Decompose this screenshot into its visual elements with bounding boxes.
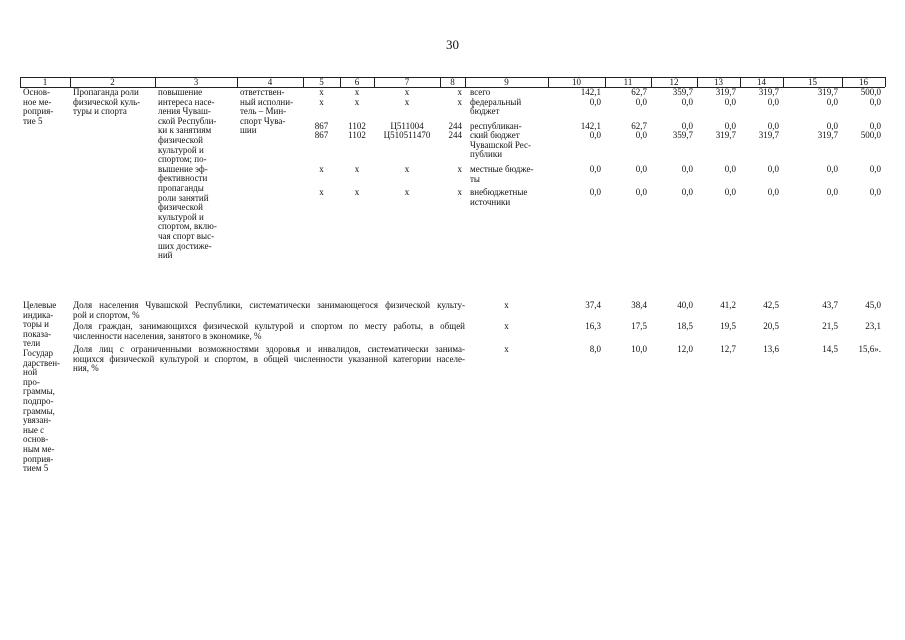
funding-gov-code: x: [319, 96, 324, 107]
funding-target-article: x: [404, 96, 410, 107]
funding-value: 0,0: [681, 187, 693, 197]
event-description-line: повышение: [158, 87, 203, 97]
funding-expense-type: x: [457, 87, 462, 97]
funding-value: 0,0: [869, 120, 881, 131]
event-description-line: фективности: [158, 173, 208, 184]
funding-value: 0,0: [724, 164, 736, 174]
event-name-line: ное ме-: [23, 96, 52, 107]
funding-value: 500,0: [860, 130, 881, 141]
indicator-value: 10,0: [631, 344, 647, 354]
funding-value: 0,0: [589, 164, 601, 174]
funding-source-line: ский бюджет: [470, 130, 520, 141]
funding-source-line: публики: [470, 149, 503, 160]
indicator-text-line: ющихся физической культурой и спортом, в общей численности указанной категории населе-: [73, 353, 465, 364]
event-title-line: Пропаганда роли: [73, 87, 139, 97]
targets-label-line: Государ: [23, 348, 54, 358]
targets-label-line: увязан-: [23, 415, 52, 426]
funding-gov-code: 867: [314, 130, 329, 141]
funding-value: 500,0: [860, 87, 881, 97]
targets-label-line: тели: [23, 338, 41, 349]
funding-value: 0,0: [635, 187, 647, 197]
funding-target-article: Ц511004: [390, 120, 424, 131]
funding-source-line: всего: [470, 87, 491, 97]
event-name-line: Основ-: [23, 87, 51, 97]
event-name-line: тие 5: [23, 115, 43, 126]
indicator-text-line: Доля лиц с ограниченными возможностями здоровья и инвалидов, систематически занима-: [73, 344, 465, 354]
indicator-value: 45,0: [865, 300, 881, 310]
funding-value: 0,0: [724, 120, 736, 131]
funding-value: 319,7: [817, 87, 838, 97]
funding-target-article: x: [404, 87, 410, 97]
funding-value: 0,0: [724, 96, 736, 107]
funding-value: 0,0: [589, 187, 601, 197]
targets-label-line: ным ме-: [23, 444, 55, 454]
column-header-2: 2: [110, 76, 115, 87]
funding-value: 62,7: [631, 87, 647, 97]
indicator-value: 21,5: [822, 321, 838, 331]
funding-section-code: 1102: [348, 120, 366, 131]
indicator-value: 12,7: [720, 344, 736, 354]
funding-source-line: федеральный: [470, 96, 522, 107]
indicator-value: 42,5: [763, 300, 779, 310]
event-description-line: ших достиже-: [158, 240, 212, 251]
event-description-line: ской Республи-: [158, 115, 217, 126]
header-column-divider: [885, 77, 886, 87]
funding-section-code: x: [354, 164, 360, 174]
column-header-8: 8: [450, 76, 455, 87]
event-executor-line: ный исполни-: [240, 96, 294, 107]
funding-value: 319,7: [758, 87, 779, 97]
funding-value: 319,7: [715, 130, 736, 141]
event-executor-line: тель – Мин-: [240, 106, 287, 117]
funding-value: 0,0: [635, 164, 647, 174]
indicator-value: 38,4: [631, 300, 647, 310]
indicator-value: 40,0: [677, 300, 693, 310]
column-header-4: 4: [267, 76, 273, 87]
funding-expense-type: x: [457, 164, 462, 174]
funding-value: 142,1: [580, 120, 601, 131]
funding-value: 0,0: [589, 130, 601, 141]
funding-gov-code: x: [319, 187, 324, 197]
indicator-text-line: рой и спортом, %: [73, 309, 140, 320]
column-header-10: 10: [572, 76, 581, 87]
funding-source-line: источники: [470, 196, 511, 207]
event-description-line: роли занятий: [158, 192, 209, 203]
funding-value: 0,0: [767, 187, 779, 197]
column-header-3: 3: [193, 76, 199, 87]
targets-label-line: основ-: [23, 434, 49, 445]
funding-value: 0,0: [869, 187, 881, 197]
page-number: 30: [446, 37, 459, 52]
event-executor-line: ответствен-: [240, 87, 285, 97]
event-description-line: физической: [158, 202, 203, 213]
funding-value: 0,0: [767, 96, 779, 107]
targets-label-line: про-: [23, 376, 40, 387]
funding-source-line: местные бюдже-: [470, 164, 534, 174]
funding-gov-code: 867: [314, 120, 329, 131]
event-description-line: интереса насе-: [158, 96, 215, 107]
column-header-9: 9: [504, 76, 509, 87]
funding-value: 319,7: [817, 130, 838, 141]
funding-source-line: республикан-: [470, 120, 522, 131]
event-description-line: вышение эф-: [158, 163, 208, 174]
targets-label-line: граммы,: [23, 405, 55, 416]
column-header-1: 1: [42, 76, 48, 87]
funding-source-line: внебюджетные: [470, 187, 528, 197]
targets-label-line: Целевые: [23, 300, 57, 310]
funding-section-code: x: [354, 96, 360, 107]
indicator-value: 20,5: [763, 321, 779, 331]
event-description-line: спортом, вклю-: [158, 221, 217, 232]
funding-source-line: Чувашской Рес-: [470, 139, 531, 150]
funding-value: 0,0: [681, 120, 693, 131]
funding-source-line: ты: [470, 173, 480, 184]
targets-label-line: подпро-: [23, 396, 54, 406]
column-header-13: 13: [714, 76, 723, 87]
indicator-value: 43,7: [822, 300, 838, 310]
event-name-line: роприя-: [23, 106, 54, 117]
indicator-unit-mark: x: [504, 300, 509, 310]
event-title-line: физической куль-: [73, 96, 141, 107]
funding-value: 0,0: [826, 120, 838, 131]
funding-value: 0,0: [826, 164, 838, 174]
event-executor-line: спорт Чува-: [240, 115, 286, 126]
indicator-value: 37,4: [585, 300, 601, 310]
event-description-line: спортом; по-: [158, 154, 207, 165]
event-description-line: ки к занятиям: [158, 125, 212, 136]
event-description-line: культурой и: [158, 144, 204, 155]
targets-label-line: ные с: [23, 424, 45, 435]
column-header-16: 16: [859, 76, 868, 87]
indicator-value: 17,5: [631, 321, 647, 331]
funding-gov-code: x: [319, 87, 324, 97]
funding-target-article: Ц510511470: [383, 130, 431, 141]
column-header-7: 7: [404, 76, 410, 87]
column-header-5: 5: [319, 76, 324, 87]
targets-label-line: тием 5: [23, 463, 49, 474]
column-header-12: 12: [669, 76, 679, 87]
targets-label-line: ной: [23, 367, 38, 378]
column-header-14: 14: [757, 76, 766, 87]
funding-target-article: x: [404, 164, 410, 174]
targets-label-line: индика-: [23, 309, 54, 320]
funding-value: 62,7: [631, 120, 647, 131]
indicator-text-line: Доля граждан, занимающихся физической культурой и спортом по месту работы, в общей: [73, 321, 465, 331]
funding-expense-type: 244: [448, 120, 462, 131]
indicator-value: 14,5: [822, 344, 838, 354]
targets-label-line: дарствен-: [23, 357, 61, 368]
indicator-value: 41,2: [720, 300, 736, 310]
funding-expense-type: x: [457, 187, 462, 197]
funding-value: 0,0: [681, 164, 693, 174]
funding-value: 0,0: [635, 130, 647, 141]
funding-section-code: 1102: [348, 130, 366, 141]
funding-value: 0,0: [767, 120, 779, 131]
event-description-line: ний: [158, 250, 173, 261]
funding-value: 319,7: [758, 130, 779, 141]
indicator-unit-mark: x: [504, 321, 509, 331]
funding-value: 0,0: [869, 164, 881, 174]
funding-section-code: x: [354, 187, 360, 197]
targets-label-line: роприя-: [23, 453, 54, 464]
funding-value: 0,0: [635, 96, 647, 107]
funding-source-line: бюджет: [470, 106, 500, 117]
funding-expense-type: 244: [448, 130, 462, 141]
funding-value: 359,7: [672, 87, 693, 97]
funding-value: 359,7: [672, 130, 693, 141]
indicator-text-line: Доля населения Чувашской Республики, систематически занимающегося физической культу-: [73, 300, 465, 310]
event-description-line: ления Чуваш-: [158, 106, 211, 117]
indicator-value: 16,3: [585, 321, 601, 331]
funding-value: 319,7: [715, 87, 736, 97]
funding-value: 0,0: [767, 164, 779, 174]
funding-value: 142,1: [580, 87, 601, 97]
event-description-line: чая спорт выс-: [158, 231, 215, 241]
funding-value: 0,0: [826, 96, 838, 107]
funding-value: 0,0: [869, 96, 881, 107]
targets-label-line: показа-: [23, 328, 52, 339]
funding-expense-type: x: [457, 96, 462, 107]
funding-value: 0,0: [589, 96, 601, 107]
funding-section-code: x: [354, 87, 360, 97]
funding-value: 0,0: [681, 96, 693, 107]
event-description-line: пропаганды: [158, 183, 204, 193]
event-description-line: культурой и: [158, 211, 204, 222]
indicator-value: 12,0: [677, 344, 693, 354]
indicator-value: 8,0: [589, 344, 601, 354]
indicator-value: 19,5: [720, 321, 736, 331]
indicator-value: 15,6».: [858, 344, 881, 354]
event-executor-line: шии: [240, 125, 257, 136]
event-description-line: физической: [158, 135, 203, 145]
funding-target-article: x: [404, 187, 410, 197]
column-header-15: 15: [808, 76, 817, 87]
indicator-value: 18,5: [677, 321, 693, 331]
targets-label-line: торы и: [23, 319, 49, 330]
indicator-text-line: численности населения, занятого в экономике, %: [73, 330, 262, 341]
funding-value: 0,0: [826, 187, 838, 197]
funding-value: 0,0: [724, 187, 736, 197]
indicator-value: 13,6: [763, 344, 779, 354]
funding-gov-code: x: [319, 164, 324, 174]
indicator-unit-mark: x: [504, 344, 509, 354]
indicator-text-line: ния, %: [73, 363, 99, 374]
event-title-line: туры и спорта: [73, 106, 127, 117]
column-header-11: 11: [623, 76, 633, 87]
targets-label-line: граммы,: [23, 386, 55, 397]
indicator-value: 23,1: [865, 321, 881, 331]
column-header-6: 6: [354, 76, 360, 87]
